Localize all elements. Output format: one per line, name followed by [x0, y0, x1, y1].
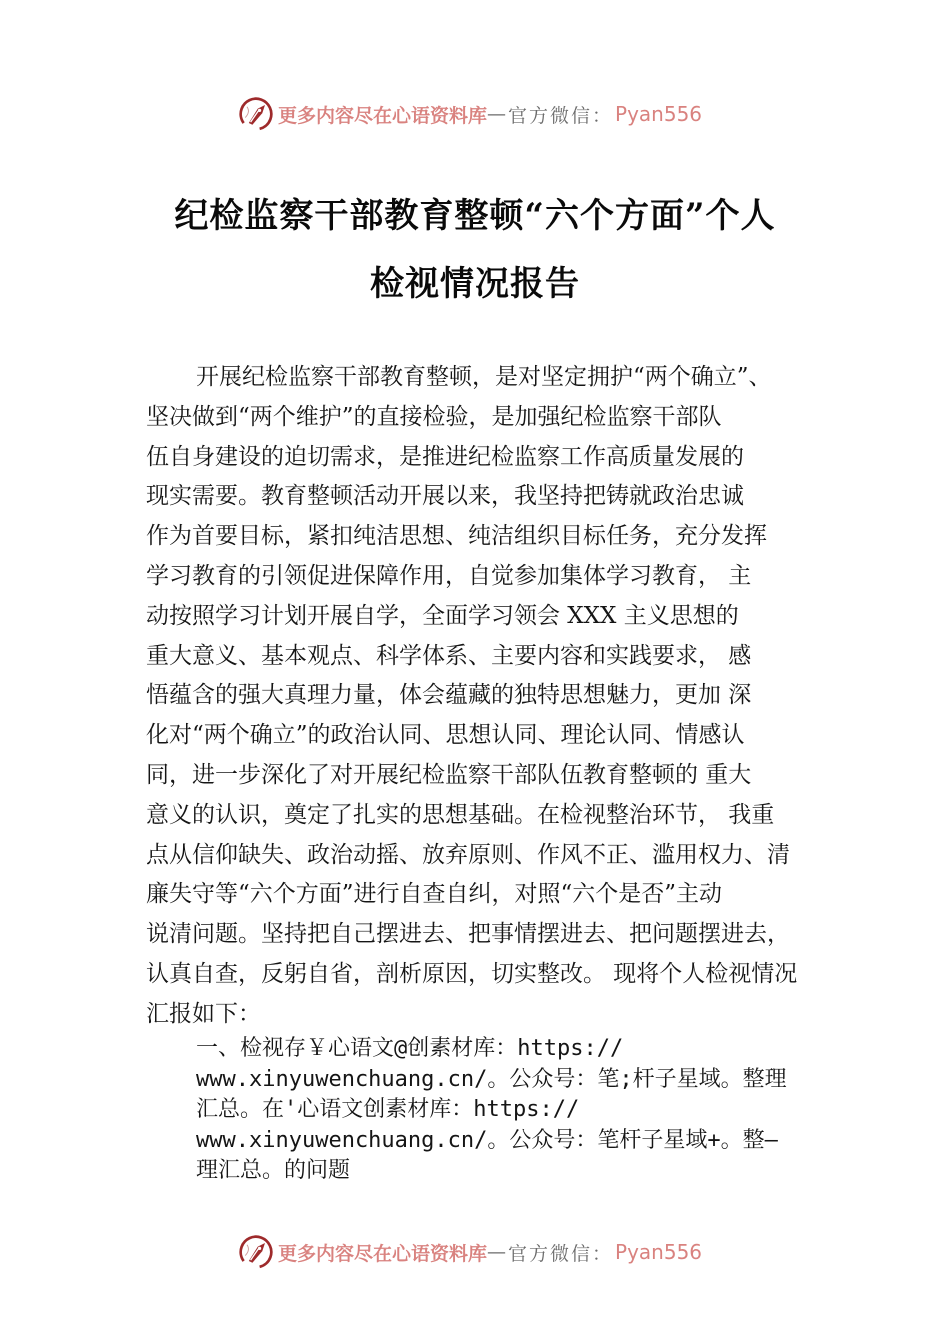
- dash: —: [487, 1241, 509, 1263]
- paragraph-line: 说清问题。坚持把自己摆进去、把事情摆进去、把问题摆进去，: [146, 921, 790, 948]
- dash: —: [487, 103, 509, 125]
- section-heading-line: 汇总。在'心语文创素材库：https://: [196, 1097, 580, 1122]
- wechat-id: Pyan556: [615, 102, 703, 126]
- promo-text: 更多内容尽在心语资料库: [278, 1242, 488, 1265]
- intro-paragraph: [146, 358, 826, 1035]
- header-banner: [238, 94, 758, 134]
- wechat-id: Pyan556: [615, 1240, 703, 1264]
- section-heading-line: www.xinyuwenchuang.cn/。公众号：笔杆子星域+。整—: [196, 1127, 778, 1153]
- pen-nib-logo-icon: [238, 1234, 274, 1270]
- paragraph-line: 坚决做到“两个维护”的直接检验，是加强纪检监察干部队: [146, 403, 722, 430]
- wechat-label: 官方微信：: [508, 1242, 614, 1265]
- paragraph-line: 重大意义、基本观点、科学体系、主要内容和实践要求， 感: [146, 642, 752, 669]
- section-heading-line: 理汇总。的问题: [196, 1158, 351, 1183]
- paragraph-line: 点从信仰缺失、政治动摇、放弃原则、作风不正、滥用权力、清: [146, 841, 790, 868]
- pen-nib-logo-icon: [238, 96, 274, 132]
- paragraph-line: 化对“两个确立”的政治认同、思想认同、理论认同、情感认: [146, 722, 745, 749]
- document-title-line-1: 纪检监察干部教育整顿“六个方面”个人: [174, 196, 776, 236]
- paragraph-line: 认真自查，反躬自省，剖析原因，切实整改。 现将个人检视情况: [146, 960, 798, 987]
- section-heading: [196, 1034, 836, 1187]
- section-heading-line: 一、检视存￥心语文@创素材库：https://: [196, 1036, 624, 1061]
- paragraph-line: 伍自身建设的迫切需求，是推进纪检监察工作高质量发展的: [146, 443, 744, 470]
- promo-text: 更多内容尽在心语资料库: [278, 104, 488, 127]
- wechat-label: 官方微信：: [508, 104, 614, 127]
- footer-banner: [238, 1232, 758, 1272]
- paragraph-line: 廉失守等“六个方面”进行自查自纠，对照“六个是否”主动: [146, 881, 723, 908]
- paragraph-line: 学习教育的引领促进保障作用，自觉参加集体学习教育， 主: [146, 562, 752, 589]
- paragraph-line: 同，进一步深化了对开展纪检监察干部队伍教育整顿的 重大: [146, 761, 752, 788]
- paragraph-line: 现实需要。教育整顿活动开展以来，我坚持把铸就政治忠诚: [146, 483, 744, 510]
- paragraph-line: 动按照学习计划开展自学，全面学习领会 XXX 主义思想的: [146, 602, 739, 629]
- paragraph-line: 意义的认识，奠定了扎实的思想基础。在检视整治环节， 我重: [146, 801, 775, 828]
- paragraph-line: 汇报如下：: [146, 1000, 261, 1027]
- paragraph-line: 作为首要目标，紧扣纯洁思想、纯洁组织目标任务，充分发挥: [146, 523, 767, 550]
- document-title-line-2: 检视情况报告: [370, 264, 580, 304]
- paragraph-line: 悟蕴含的强大真理力量，体会蕴藏的独特思想魅力，更加 深: [146, 682, 752, 709]
- section-heading-line: www.xinyuwenchuang.cn/。公众号：笔;杆子星域。整理: [196, 1066, 787, 1092]
- paragraph-line: 开展纪检监察干部教育整顿，是对坚定拥护“两个确立”、: [196, 364, 772, 390]
